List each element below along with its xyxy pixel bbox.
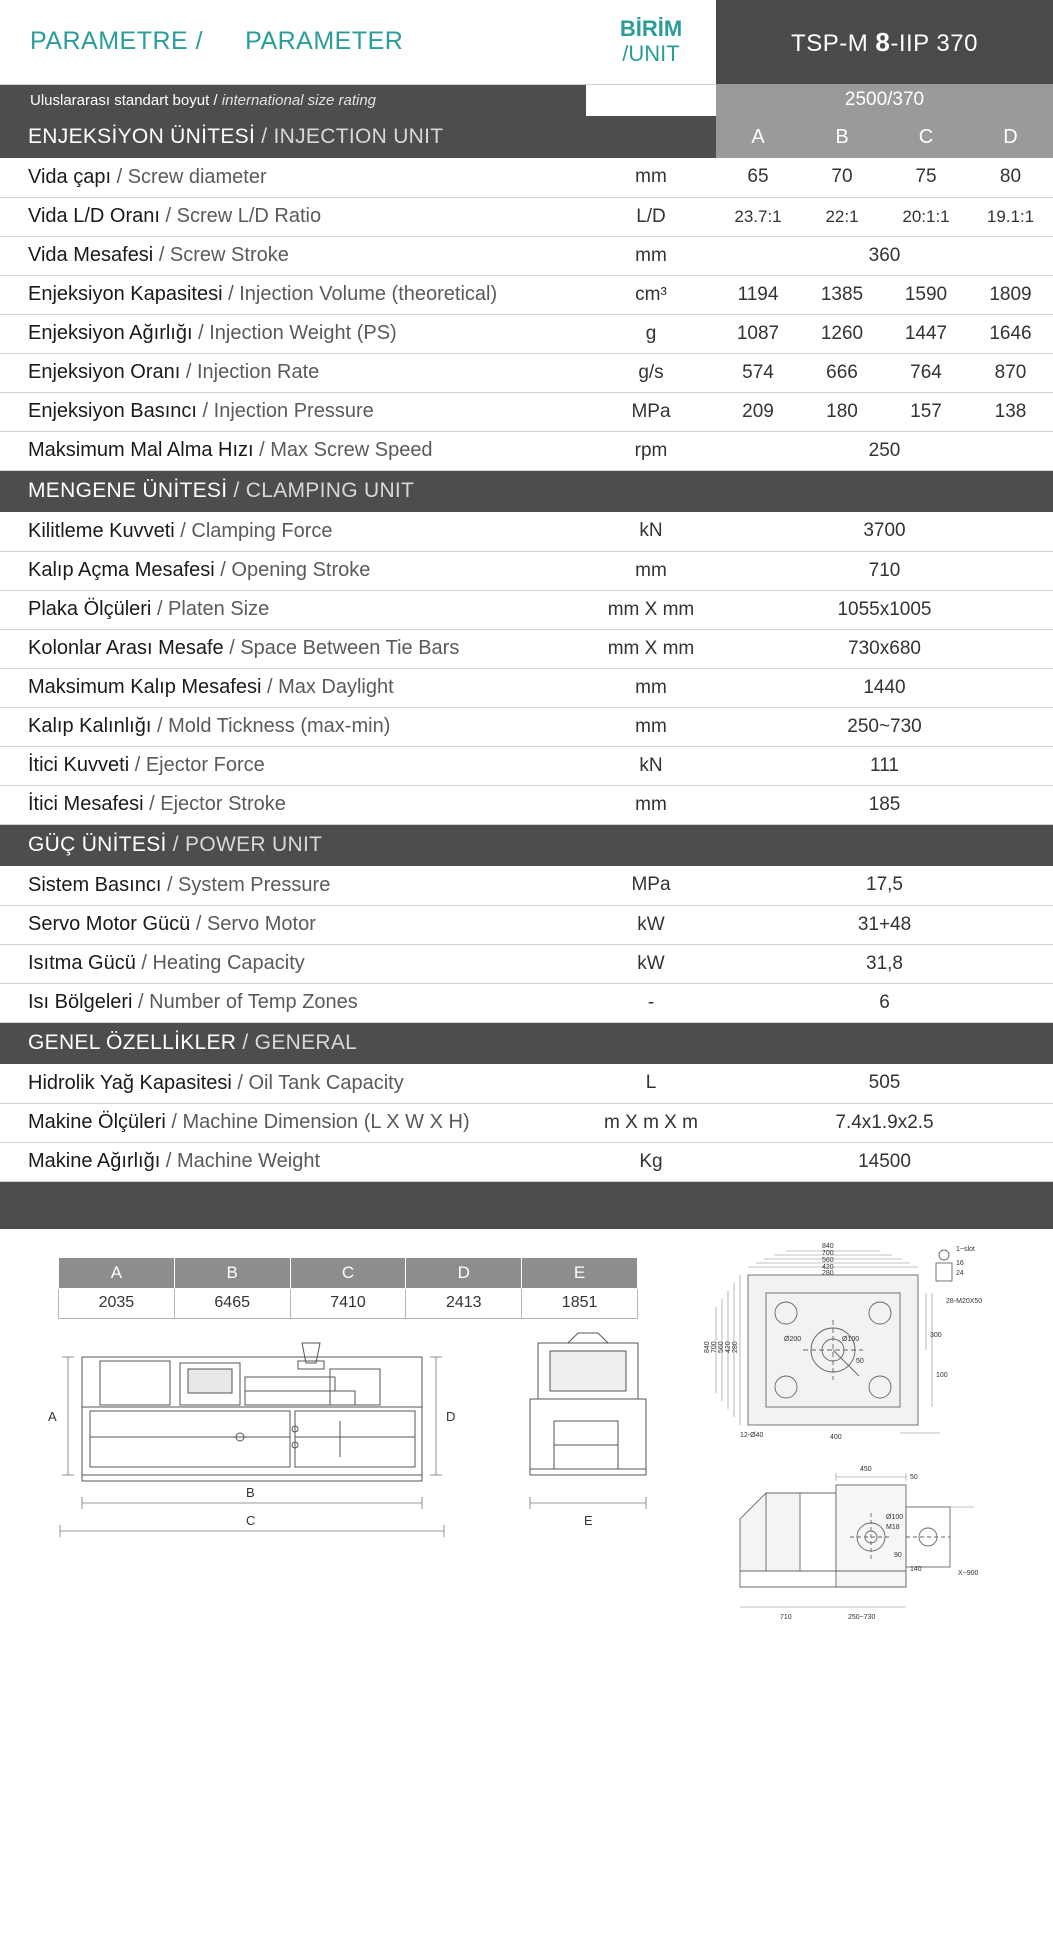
spec-parameter-en: / Heating Capacity [135, 952, 305, 974]
spec-parameter-cell [0, 551, 586, 590]
platen-dim-200: Ø200 [784, 1335, 802, 1343]
spec-parameter-en: / Platen Size [151, 598, 270, 620]
side-dim-140: 140 [910, 1565, 922, 1573]
section-title [0, 470, 586, 512]
platen-dim-280-left: 280 [732, 1340, 739, 1353]
side-dim-250-730: 250~730 [848, 1613, 876, 1621]
spec-parameter-cell [0, 707, 586, 746]
section-title-en: / CLAMPING UNIT [227, 479, 415, 503]
spec-parameter-tr: Kilitleme Kuvveti [28, 519, 175, 542]
spec-value-cell: 23.7:1 [716, 197, 800, 236]
spec-parameter-tr: İtici Mesafesi [28, 793, 144, 815]
spec-parameter-tr: Vida Mesafesi [28, 244, 154, 266]
spec-row [0, 905, 1053, 944]
section-title-en: / INJECTION UNIT [255, 125, 444, 148]
side-dim-50: 50 [910, 1473, 918, 1481]
spec-parameter-tr: Isıtma Gücü [28, 952, 136, 974]
side-dim-90: 90 [894, 1551, 902, 1559]
spec-value-cell: 19.1:1 [968, 197, 1053, 236]
spec-parameter-en: / Opening Stroke [214, 559, 371, 581]
section-title [0, 116, 586, 158]
spec-parameter-tr: Plaka Ölçüleri [28, 598, 152, 620]
spec-parameter-tr: Makine Ağırlığı [28, 1150, 161, 1172]
spec-unit-cell: g/s [586, 353, 716, 392]
spec-parameter-tr: Isı Bölgeleri [28, 991, 133, 1013]
dim-value-a: 2035 [59, 1288, 175, 1318]
spec-parameter-cell [0, 866, 586, 905]
spec-value-cell: 1385 [800, 275, 884, 314]
spec-row [0, 785, 1053, 824]
spec-unit-cell: kW [586, 944, 716, 983]
spec-value-cell: 574 [716, 353, 800, 392]
model-prefix: TSP-M [791, 29, 869, 57]
spec-value-cell: 185 [716, 785, 1053, 824]
platen-dim-400: 400 [830, 1433, 842, 1441]
section-title-en: / POWER UNIT [166, 833, 323, 857]
spec-parameter-tr: Enjeksiyon Oranı [28, 361, 181, 383]
spec-parameter-tr: Enjeksiyon Kapasitesi [28, 283, 223, 305]
side-dim-710: 710 [780, 1613, 792, 1621]
dim-header-b: B [174, 1257, 290, 1288]
spec-parameter-tr: Kolonlar Arası Mesafe [28, 637, 224, 659]
spec-parameter-en: / Injection Pressure [196, 400, 374, 422]
platen-dim-50: 50 [856, 1357, 864, 1365]
spec-unit-cell: mm [586, 551, 716, 590]
spec-value-cell: 20:1:1 [884, 197, 968, 236]
spec-parameter-en: / System Pressure [161, 873, 331, 896]
size-rating-row [0, 84, 1053, 116]
header-parameter-cell [0, 0, 586, 84]
side-detail-drawing [710, 1451, 1030, 1651]
platen-dim-840-top: 840 [822, 1242, 834, 1250]
platen-holes-label: 28-M20X50 [946, 1297, 983, 1305]
spec-parameter-en: / Oil Tank Capacity [231, 1071, 404, 1094]
spec-parameter-en: / Space Between Tie Bars [223, 637, 460, 659]
platen-dim-560-left: 560 [718, 1340, 725, 1353]
section-title-tr: ENJEKSİYON ÜNİTESİ [28, 125, 256, 148]
spec-value-cell: 666 [800, 353, 884, 392]
spec-value-cell: 1440 [716, 668, 1053, 707]
spec-parameter-tr: Maksimum Mal Alma Hızı [28, 439, 254, 461]
technical-drawings-area [0, 1229, 1053, 1659]
spec-parameter-en: / Max Daylight [261, 676, 394, 698]
spec-unit-cell: kW [586, 905, 716, 944]
spec-parameter-cell [0, 905, 586, 944]
spec-row [0, 353, 1053, 392]
spec-value-cell: 80 [968, 158, 1053, 197]
spec-unit-cell: g [586, 314, 716, 353]
dim-value-d: 2413 [406, 1288, 522, 1318]
section-title-tr: GENEL ÖZELLİKLER [28, 1031, 237, 1055]
side-dim-x900: X~900 [958, 1569, 979, 1577]
spec-parameter-cell [0, 275, 586, 314]
side-dim-450: 450 [860, 1465, 872, 1473]
spec-unit-cell: - [586, 983, 716, 1022]
spec-value-cell: 1646 [968, 314, 1053, 353]
spec-unit-cell: m X m X m [586, 1103, 716, 1142]
spec-parameter-cell [0, 785, 586, 824]
section-header-row [0, 1022, 1053, 1064]
spec-parameter-en: / Screw L/D Ratio [159, 205, 322, 227]
dimension-header-row [59, 1257, 638, 1288]
spec-value-cell: 17,5 [716, 866, 1053, 905]
spec-parameter-cell [0, 314, 586, 353]
spec-parameter-tr: Vida çapı [28, 165, 112, 188]
section-value-blank [716, 470, 1053, 512]
spec-unit-cell: MPa [586, 866, 716, 905]
spec-parameter-en: / Mold Tickness (max-min) [151, 715, 391, 737]
dimension-table-body [59, 1288, 638, 1318]
spec-value-cell: 111 [716, 746, 1053, 785]
spec-parameter-cell [0, 353, 586, 392]
spec-row [0, 314, 1053, 353]
spec-value-cell: 22:1 [800, 197, 884, 236]
spec-parameter-en: / Injection Rate [180, 361, 320, 383]
spec-row [0, 431, 1053, 470]
spec-parameter-cell [0, 431, 586, 470]
spec-value-cell: 1260 [800, 314, 884, 353]
spec-parameter-en: / Injection Weight (PS) [192, 322, 397, 344]
spec-parameter-cell [0, 1103, 586, 1142]
section-header-row [0, 116, 1053, 158]
spec-value-cell: 1087 [716, 314, 800, 353]
spec-row [0, 746, 1053, 785]
spec-row [0, 866, 1053, 905]
spec-unit-cell: cm³ [586, 275, 716, 314]
platen-dim-300: 300 [930, 1331, 942, 1339]
variant-column-header-d: D [968, 116, 1053, 158]
variant-column-header-b: B [800, 116, 884, 158]
platen-slot-w: 16 [956, 1259, 964, 1267]
spec-unit-cell: mm [586, 785, 716, 824]
size-rating-en: international size rating [221, 91, 377, 109]
dimension-table-head [59, 1257, 638, 1288]
platen-dim-280-top: 280 [822, 1269, 834, 1277]
spec-value-cell: 730x680 [716, 629, 1053, 668]
spec-parameter-en: / Screw diameter [111, 165, 267, 188]
spec-parameter-en: / Screw Stroke [153, 244, 289, 266]
spec-value-cell: 1447 [884, 314, 968, 353]
section-value-blank [716, 1022, 1053, 1064]
header-parameter-tr: PARAMETRE / [30, 27, 204, 56]
side-dim-100: Ø100 [886, 1513, 904, 1521]
spec-parameter-tr: Maksimum Kalıp Mesafesi [28, 676, 262, 698]
platen-dim-12x40: 12-Ø40 [740, 1431, 764, 1439]
spec-parameter-tr: Hidrolik Yağ Kapasitesi [28, 1071, 232, 1094]
section-unit-blank [586, 470, 716, 512]
spec-value-cell: 250 [716, 431, 1053, 470]
header-unit-cell [586, 0, 716, 84]
spec-unit-cell: mm [586, 707, 716, 746]
spec-parameter-cell [0, 1142, 586, 1181]
spec-value-cell: 360 [716, 236, 1053, 275]
spec-parameter-en: / Max Screw Speed [253, 439, 433, 461]
spec-parameter-cell [0, 236, 586, 275]
spec-unit-cell: kN [586, 512, 716, 551]
platen-dim-420-left: 420 [725, 1340, 732, 1353]
spec-unit-cell: MPa [586, 392, 716, 431]
spec-row [0, 158, 1053, 197]
platen-dim-840-left: 840 [704, 1340, 711, 1353]
platen-dim-420-top: 420 [822, 1263, 834, 1271]
spec-parameter-tr: Enjeksiyon Ağırlığı [28, 322, 193, 344]
spec-parameter-tr: Kalıp Açma Mesafesi [28, 559, 215, 581]
spec-row [0, 590, 1053, 629]
platen-dim-700-top: 700 [822, 1249, 834, 1257]
side-dim-m18: M18 [886, 1523, 900, 1531]
spec-parameter-en: / Number of Temp Zones [132, 991, 358, 1013]
spec-parameter-en: / Clamping Force [174, 519, 333, 542]
dim-header-e: E [522, 1257, 638, 1288]
spec-row [0, 668, 1053, 707]
spec-unit-cell: mm [586, 158, 716, 197]
spec-parameter-tr: Sistem Basıncı [28, 873, 162, 896]
dim-header-a: A [59, 1257, 175, 1288]
spec-unit-cell: kN [586, 746, 716, 785]
spec-parameter-tr: Enjeksiyon Basıncı [28, 400, 197, 422]
spec-value-cell: 157 [884, 392, 968, 431]
spec-parameter-en: / Servo Motor [190, 913, 316, 935]
platen-slot-label: 1~slot [956, 1245, 975, 1253]
spec-parameter-cell [0, 512, 586, 551]
platen-layout-drawing [700, 1237, 1040, 1447]
section-title [0, 1022, 586, 1064]
spec-parameter-cell [0, 944, 586, 983]
model-bold: 8 [875, 26, 891, 57]
spec-value-cell: 505 [716, 1064, 1053, 1103]
spec-value-cell: 31,8 [716, 944, 1053, 983]
spec-parameter-cell [0, 746, 586, 785]
spec-row [0, 629, 1053, 668]
spec-parameter-tr: Vida L/D Oranı [28, 205, 160, 227]
machine-label-a: A [48, 1408, 57, 1424]
platen-dim-100: Ø100 [842, 1335, 860, 1343]
machine-label-b: B [246, 1484, 255, 1500]
spec-unit-cell: mm X mm [586, 590, 716, 629]
spec-row [0, 275, 1053, 314]
spec-parameter-cell [0, 392, 586, 431]
spec-value-cell: 65 [716, 158, 800, 197]
spec-row [0, 707, 1053, 746]
dim-header-c: C [290, 1257, 406, 1288]
spec-value-cell: 31+48 [716, 905, 1053, 944]
size-rating-value: 2500/370 [716, 84, 1053, 116]
section-unit-blank [586, 824, 716, 866]
spec-parameter-en: / Ejector Force [129, 754, 265, 776]
spec-value-cell: 870 [968, 353, 1053, 392]
size-rating-label [0, 84, 586, 116]
spec-value-cell: 209 [716, 392, 800, 431]
spec-row [0, 197, 1053, 236]
front-label-e: E [584, 1512, 593, 1528]
platen-dim-100b: 100 [936, 1371, 948, 1379]
spec-value-cell: 75 [884, 158, 968, 197]
platen-dim-560-top: 560 [822, 1256, 834, 1264]
spec-unit-cell: mm [586, 236, 716, 275]
spec-unit-cell: Kg [586, 1142, 716, 1181]
platen-dim-700-left: 700 [711, 1340, 718, 1353]
spec-value-cell: 70 [800, 158, 884, 197]
spec-unit-cell: L [586, 1064, 716, 1103]
spec-value-cell: 14500 [716, 1142, 1053, 1181]
table-header-row [0, 0, 1053, 84]
spec-unit-cell: rpm [586, 431, 716, 470]
dim-header-d: D [406, 1257, 522, 1288]
spec-value-cell: 764 [884, 353, 968, 392]
spec-row [0, 512, 1053, 551]
size-rating-unit-cell [586, 84, 716, 116]
dim-value-c: 7410 [290, 1288, 406, 1318]
spec-row [0, 1103, 1053, 1142]
variant-column-header-c: C [884, 116, 968, 158]
spec-parameter-cell [0, 158, 586, 197]
spec-value-cell: 6 [716, 983, 1053, 1022]
spec-value-cell: 1590 [884, 275, 968, 314]
spec-value-cell: 1194 [716, 275, 800, 314]
spec-parameter-en: / Injection Volume (theoretical) [222, 283, 498, 305]
section-title-tr: GÜÇ ÜNİTESİ [28, 833, 167, 857]
variant-column-header-a: A [716, 116, 800, 158]
spec-unit-cell: L/D [586, 197, 716, 236]
machine-label-d: D [446, 1408, 456, 1424]
dim-value-e: 1851 [522, 1288, 638, 1318]
dimension-value-row [59, 1288, 638, 1318]
section-unit-blank [586, 1022, 716, 1064]
spec-row [0, 983, 1053, 1022]
spec-parameter-cell [0, 983, 586, 1022]
spec-unit-cell: mm [586, 668, 716, 707]
spec-unit-cell: mm X mm [586, 629, 716, 668]
bottom-dark-bar [0, 1182, 1053, 1229]
spec-parameter-cell [0, 668, 586, 707]
spec-value-cell: 710 [716, 551, 1053, 590]
spec-value-cell: 7.4x1.9x2.5 [716, 1103, 1053, 1142]
spec-row [0, 1064, 1053, 1103]
spec-parameter-tr: Makine Ölçüleri [28, 1111, 166, 1133]
header-parameter-en: PARAMETER [245, 27, 404, 56]
size-rating-tr: Uluslararası standart boyut / [30, 91, 222, 109]
spec-row [0, 551, 1053, 590]
header-model-cell [716, 0, 1053, 84]
spec-value-cell: 180 [800, 392, 884, 431]
section-header-row [0, 470, 1053, 512]
section-title [0, 824, 586, 866]
header-unit-en: /UNIT [622, 40, 680, 66]
spec-row [0, 944, 1053, 983]
spec-parameter-cell [0, 197, 586, 236]
dimension-table [58, 1257, 638, 1319]
section-unit-blank [586, 116, 716, 158]
section-title-tr: MENGENE ÜNİTESİ [28, 479, 228, 503]
section-title-en: / GENERAL [236, 1031, 358, 1055]
machine-front-view-drawing [510, 1325, 670, 1555]
header-unit-tr: BİRİM [619, 16, 683, 42]
section-header-row [0, 824, 1053, 866]
spec-parameter-cell [0, 1064, 586, 1103]
spec-value-cell: 138 [968, 392, 1053, 431]
spec-value-cell: 1055x1005 [716, 590, 1053, 629]
section-value-blank [716, 824, 1053, 866]
spec-value-cell: 3700 [716, 512, 1053, 551]
spec-parameter-en: / Machine Dimension (L X W X H) [165, 1111, 470, 1133]
spec-parameter-en: / Ejector Stroke [143, 793, 286, 815]
model-suffix: -IIP 370 [890, 29, 978, 57]
spec-row [0, 392, 1053, 431]
spec-value-cell: 250~730 [716, 707, 1053, 746]
platen-slot-h: 24 [956, 1269, 964, 1277]
spec-parameter-cell [0, 590, 586, 629]
spec-parameter-en: / Machine Weight [160, 1150, 321, 1172]
machine-label-c: C [246, 1512, 256, 1528]
spec-value-cell: 1809 [968, 275, 1053, 314]
spec-parameter-cell [0, 629, 586, 668]
dim-value-b: 6465 [174, 1288, 290, 1318]
spec-parameter-tr: Kalıp Kalınlığı [28, 715, 152, 737]
machine-side-view-drawing [40, 1325, 460, 1555]
spec-row [0, 236, 1053, 275]
spec-parameter-tr: İtici Kuvveti [28, 754, 130, 776]
spec-row [0, 1142, 1053, 1181]
spec-parameter-tr: Servo Motor Gücü [28, 913, 191, 935]
